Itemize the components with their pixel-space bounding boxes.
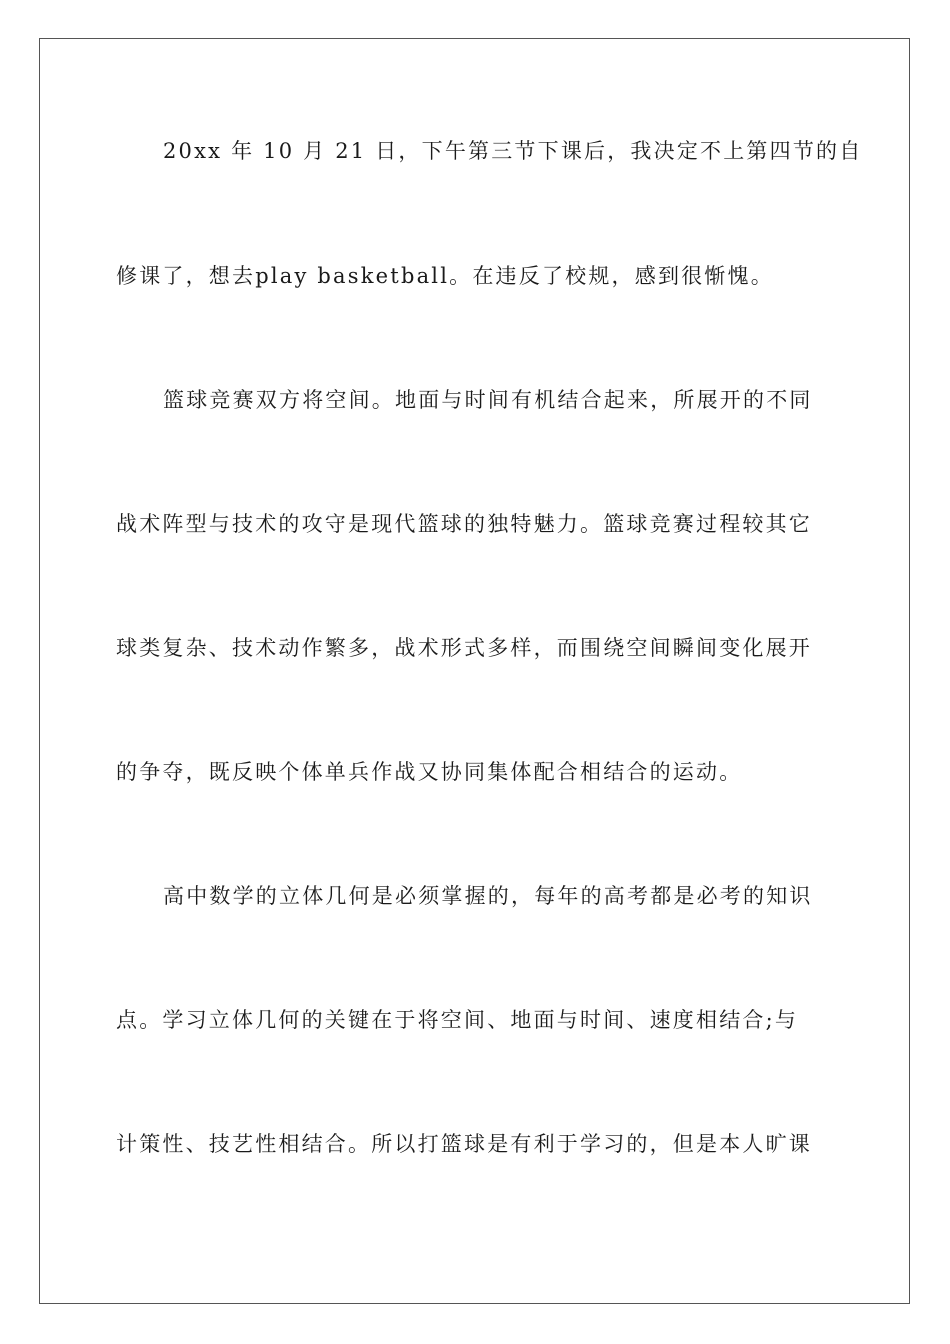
paragraph-2-line-1: 篮球竞赛双方将空间。地面与时间有机结合起来，所展开的不同: [163, 388, 813, 412]
paragraph-3-line-3: 计策性、技艺性相结合。所以打篮球是有利于学习的，但是本人旷课: [116, 1132, 812, 1156]
paragraph-2-line-4: 的争夺，既反映个体单兵作战又协同集体配合相结合的运动。: [116, 760, 743, 784]
paragraph-3-line-1: 高中数学的立体几何是必须掌握的，每年的高考都是必考的知识: [163, 884, 813, 908]
page-border: [39, 38, 910, 1304]
paragraph-1-line-1: 20xx 年 10 月 21 日，下午第三节下课后，我决定不上第四节的自: [163, 139, 863, 163]
paragraph-3-line-2: 点。学习立体几何的关键在于将空间、地面与时间、速度相结合;与: [116, 1008, 799, 1032]
paragraph-2-line-2: 战术阵型与技术的攻守是现代篮球的独特魅力。篮球竞赛过程较其它: [116, 512, 812, 536]
paragraph-2-line-3: 球类复杂、技术动作繁多，战术形式多样，而围绕空间瞬间变化展开: [116, 636, 812, 660]
paragraph-1-line-2: 修课了，想去play basketball。在违反了校规，感到很惭愧。: [116, 264, 774, 288]
